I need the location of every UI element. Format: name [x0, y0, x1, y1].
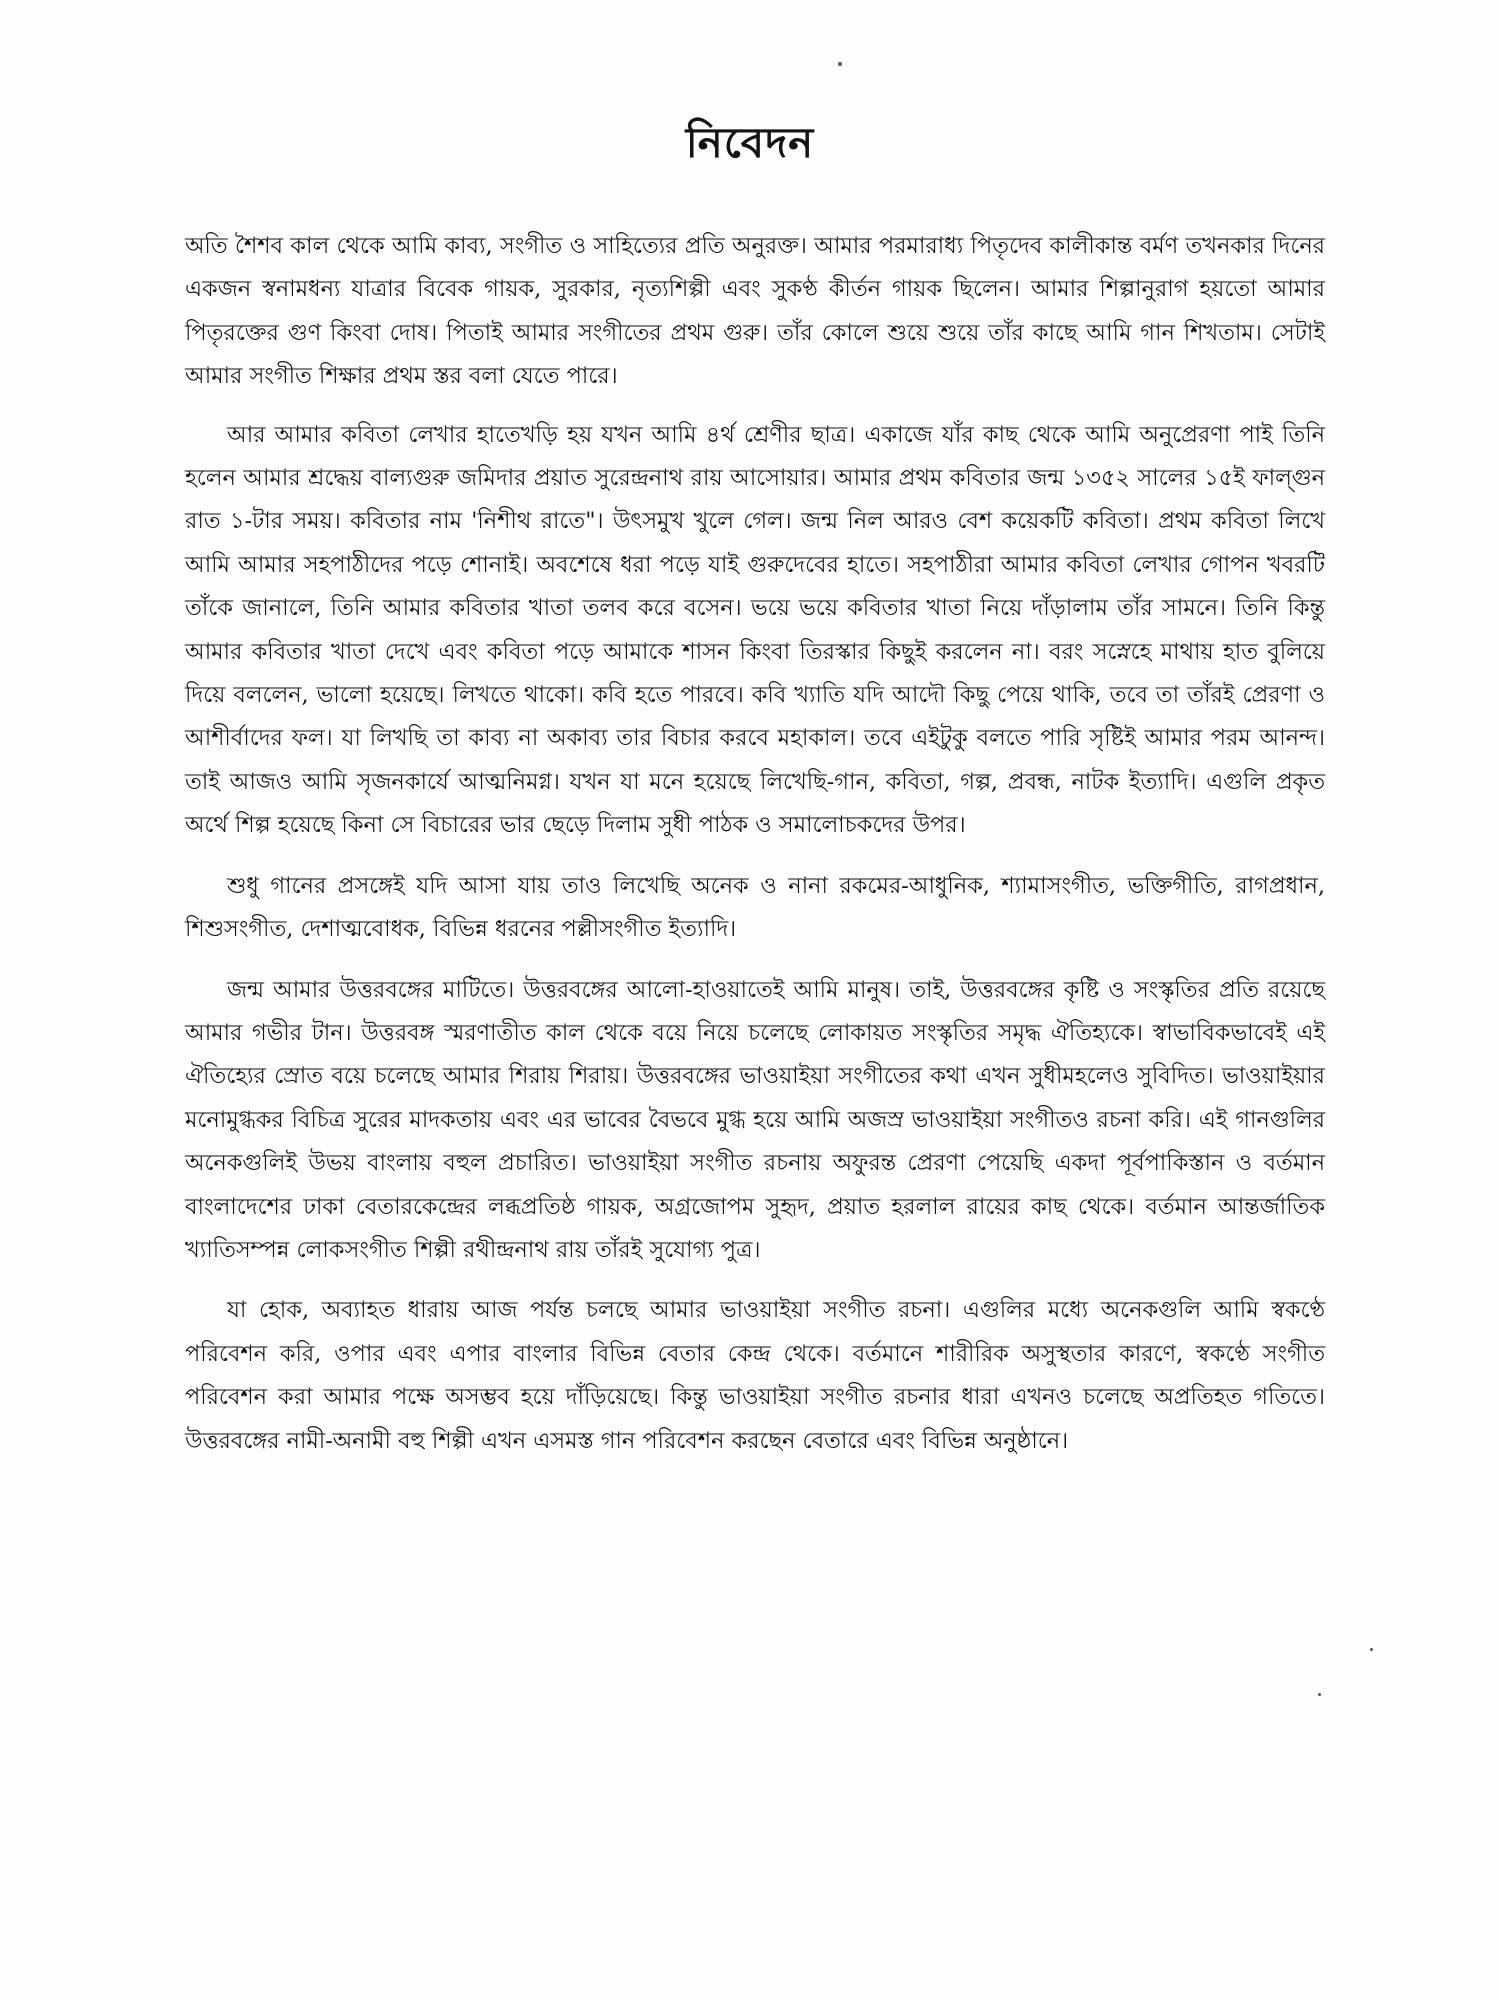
body-text	[185, 225, 1325, 1463]
paragraph-5: যা হোক, অব্যাহত ধারায় আজ পর্যন্ত চলছে আমার ভাওয়াইয়া সংগীত রচনা। এগুলির মধ্যে অনেকগুলি আমি স্বকণ্ঠে পরিবেশন করি, ওপার এবং এপার বাংলার বিভিন্ন বেতার কেন্দ্র থেকে। বর্তমানে শারীরিক অসুস্থতার কারণে, স্বকণ্ঠে সংগীত পরিবেশন করা আমার পক্ষে অসম্ভব হয়ে দাঁড়িয়েছে। কিন্তু ভাওয়াইয়া সংগীত রচনার ধারা এখনও চলেছে অপ্রতিহত গতিতে। উত্তরবঙ্গের নামী-অনামী বহু শিল্পী এখন এসমস্ত গান পরিবেশন করছেন বেতারে এবং বিভিন্ন অনুষ্ঠানে।	[185, 1297, 1325, 1454]
scan-speck	[1318, 1693, 1321, 1696]
paragraph-3: শুধু গানের প্রসঙ্গেই যদি আসা যায় তাও লিখেছি অনেক ও নানা রকমের-আধুনিক, শ্যামাসংগীত, ভক্তিগীতি, রাগপ্রধান, শিশুসংগীত, দেশাত্মবোধক, বিভিন্ন ধরনের পল্লীসংগীত ইত্যাদি।	[185, 872, 1325, 943]
scan-speck	[1370, 1648, 1373, 1651]
paragraph-2: আর আমার কবিতা লেখার হাতেখড়ি হয় যখন আমি ৪র্থ শ্রেণীর ছাত্র। একাজে যাঁর কাছ থেকে আমি অনুপ্রেরণা পাই তিনি হলেন আমার শ্রদ্ধেয় বাল্যগুরু জমিদার প্রয়াত সুরেন্দ্রনাথ রায় আসোয়ার। আমার প্রথম কবিতার জন্ম ১৩৫২ সালের ১৫ই ফাল্গুন রাত ১-টার সময়। কবিতার নাম 'নিশীথ রাতে"। উৎসমুখ খুলে গেল। জন্ম নিল আরও বেশ কয়েকটি কবিতা। প্রথম কবিতা লিখে আমি আমার সহপাঠীদের পড়ে শোনাই। অবশেষে ধরা পড়ে যাই গুরুদেবের হাতে। সহপাঠীরা আমার কবিতা লেখার গোপন খবরটি তাঁকে জানালে, তিনি আমার কবিতার খাতা তলব করে বসেন। ভয়ে ভয়ে কবিতার খাতা নিয়ে দাঁড়ালাম তাঁর সামনে। তিনি কিন্তু আমার কবিতার খাতা দেখে এবং কবিতা পড়ে আমাকে শাসন কিংবা তিরস্কার কিছুই করলেন না। বরং সস্নেহে মাথায় হাত বুলিয়ে দিয়ে বললেন, ভালো হয়েছে। লিখতে থাকো। কবি হতে পারবে। কবি খ্যাতি যদি আদৌ কিছু পেয়ে থাকি, তবে তা তাঁরই প্রেরণা ও আশীর্বাদের ফল। যা লিখছি তা কাব্য না অকাব্য তার বিচার করবে মহাকাল। তবে এইটুকু বলতে পারি সৃষ্টিই আমার পরম আনন্দ। তাই আজও আমি সৃজনকার্যে আত্মনিমগ্ন। যখন যা মনে হয়েছে লিখেছি-গান, কবিতা, গল্প, প্রবন্ধ, নাটক ইত্যাদি। এগুলি প্রকৃত অর্থে শিল্প হয়েছে কিনা সে বিচারের ভার ছেড়ে দিলাম সুধী পাঠক ও সমালোচকদের উপর।	[185, 421, 1325, 839]
paragraph-1: অতি শৈশব কাল থেকে আমি কাব্য, সংগীত ও সাহিত্যের প্রতি অনুরক্ত। আমার পরমারাধ্য পিতৃদেব কালীকান্ত বর্মণ তখনকার দিনের একজন স্বনামধন্য যাত্রার বিবেক গায়ক, সুরকার, নৃত্যশিল্পী এবং সুকণ্ঠ কীর্তন গায়ক ছিলেন। আমার শিল্পানুরাগ হয়তো আমার পিতৃরক্তের গুণ কিংবা দোষ। পিতাই আমার সংগীতের প্রথম গুরু। তাঁর কোলে শুয়ে শুয়ে তাঁর কাছে আমি গান শিখতাম। সেটাই আমার সংগীত শিক্ষার প্রথম স্তর বলা যেতে পারে।	[185, 233, 1325, 390]
paragraph-4: জন্ম আমার উত্তরবঙ্গের মাটিতে। উত্তরবঙ্গের আলো-হাওয়াতেই আমি মানুষ। তাই, উত্তরবঙ্গের কৃষ্টি ও সংস্কৃতির প্রতি রয়েছে আমার গভীর টান। উত্তরবঙ্গ স্মরণাতীত কাল থেকে বয়ে নিয়ে চলেছে লোকায়ত সংস্কৃতির সমৃদ্ধ ঐতিহ্যকে। স্বাভাবিকভাবেই এই ঐতিহ্যের স্রোত বয়ে চলেছে আমার শিরায় শিরায়। উত্তরবঙ্গের ভাওয়াইয়া সংগীতের কথা এখন সুধীমহলেও সুবিদিত। ভাওয়াইয়ার মনোমুগ্ধকর বিচিত্র সুরের মাদকতায় এবং এর ভাবের বৈভবে মুগ্ধ হয়ে আমি অজস্র ভাওয়াইয়া সংগীতও রচনা করি। এই গানগুলির অনেকগুলিই উভয় বাংলায় বহুল প্রচারিত। ভাওয়াইয়া সংগীত রচনায় অফুরন্ত প্রেরণা পেয়েছি একদা পূর্বপাকিস্তান ও বর্তমান বাংলাদেশের ঢাকা বেতারকেন্দ্রের লব্ধপ্রতিষ্ঠ গায়ক, অগ্রজোপম সুহৃদ, প্রয়াত হরলাল রায়ের কাছ থেকে। বর্তমান আন্তর্জাতিক খ্যাতিসম্পন্ন লোকসংগীত শিল্পী রথীন্দ্রনাথ রায় তাঁরই সুযোগ্য পুত্র।	[185, 976, 1325, 1263]
page-title: নিবেদন	[685, 118, 815, 167]
scan-speck	[838, 62, 842, 66]
